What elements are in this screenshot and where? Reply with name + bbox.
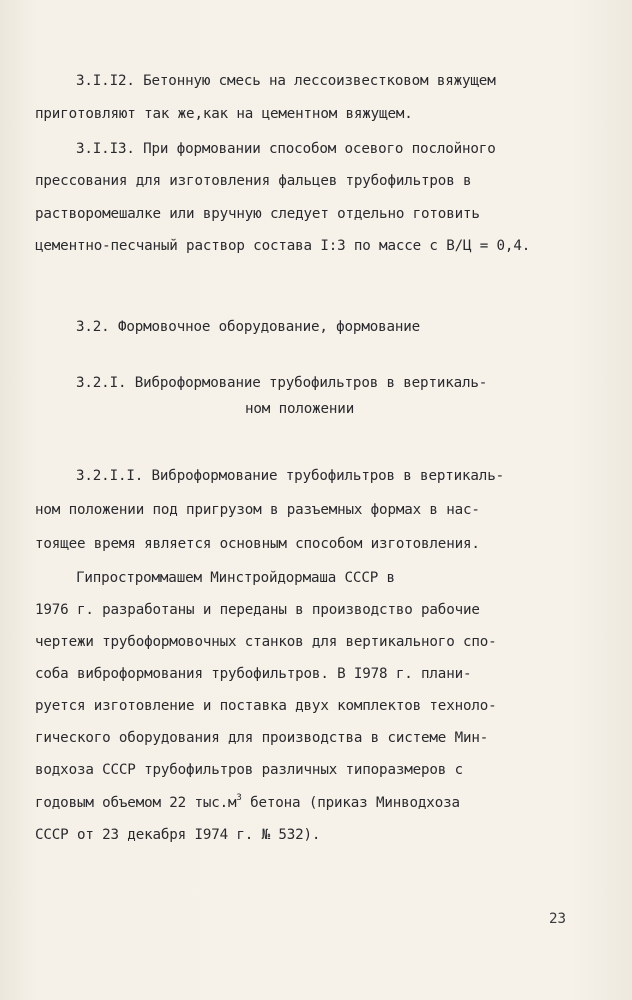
text-line: 1976 г. разработаны и переданы в производство рабочие <box>35 602 480 618</box>
text-line: гического оборудования для производства в системе Мин- <box>35 730 489 746</box>
subsection-heading: ном положении <box>245 401 355 417</box>
text-line: соба виброформования трубофильтров. В I978 г. плани- <box>35 666 472 682</box>
section-heading: 3.2. Формовочное оборудование, формование <box>76 319 421 335</box>
text-fragment: бетона (приказ Минводхоза <box>241 795 460 811</box>
text-line: водхоза СССР трубофильтров различных типоразмеров с <box>35 762 463 778</box>
text-line: цементно-песчаный раствор состава I:3 по массе с В/Ц = 0,4. <box>35 238 531 254</box>
text-line: руется изготовление и поставка двух комплектов техноло- <box>35 698 497 714</box>
text-line <box>35 794 460 812</box>
text-line: тоящее время является основным способом изготовления. <box>35 536 480 552</box>
subsection-heading: 3.2.I. Виброформование трубофильтров в вертикаль- <box>76 375 488 391</box>
text-line: чертежи трубоформовочных станков для вертикального спо- <box>35 634 497 650</box>
text-line: растворомешалке или вручную следует отдельно готовить <box>35 206 480 222</box>
superscript: 3 <box>236 793 242 804</box>
text-line: ном положении под пригрузом в разъемных формах в нас- <box>35 502 480 518</box>
text-fragment: годовым объемом 22 тыс.м <box>35 795 237 811</box>
text-line: прессования для изготовления фальцев трубофильтров в <box>35 173 472 189</box>
text-line: 3.I.I2. Бетонную смесь на лессоизвестковом вяжущем <box>76 73 496 89</box>
text-line: 3.2.I.I. Виброформование трубофильтров в вертикаль- <box>76 468 504 484</box>
text-line: приготовляют так же,как на цементном вяжущем. <box>35 106 413 122</box>
text-line: Гипростроммашем Минстройдормаша СССР в <box>76 570 395 586</box>
text-line: СССР от 23 декабря I974 г. № 532). <box>35 827 321 843</box>
page-number: 23 <box>549 911 567 927</box>
text-line: 3.I.I3. При формовании способом осевого послойного <box>76 141 496 157</box>
